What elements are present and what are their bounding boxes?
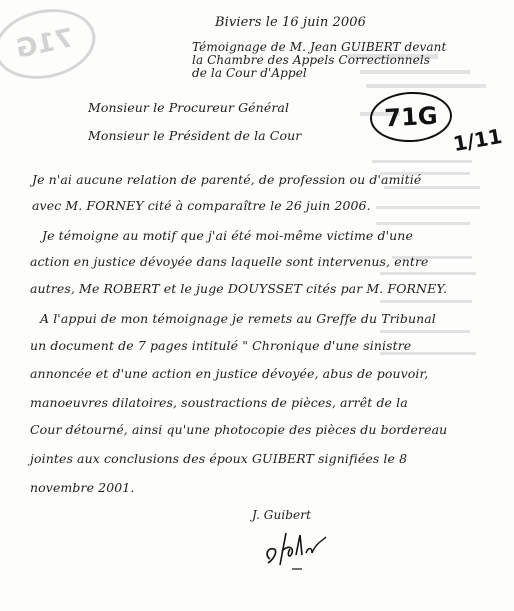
subject-line-3: de la Cour d'Appel [192, 66, 307, 80]
body-line: action en justice dévoyée dans laquelle sont intervenus, entre [30, 254, 429, 269]
body-line: avec M. FORNEY cité à comparaître le 26 juin 2006. [32, 198, 371, 213]
body-line: novembre 2001. [30, 480, 135, 495]
folio-number: 1/11 [451, 123, 504, 157]
body-line: autres, Me ROBERT et le juge DOUYSSET cités par M. FORNEY. [30, 281, 448, 296]
body-line: annoncée et d'une action en justice dévoyée, abus de pouvoir, [30, 366, 429, 381]
body-line: un document de 7 pages intitulé " Chronique d'une sinistre [30, 338, 412, 353]
body-line: A l'appui de mon témoignage je remets au Greffe du Tribunal [40, 311, 436, 326]
body-line: Cour détourné, ainsi qu'une photocopie des pièces du bordereau [30, 422, 448, 437]
body-line: Je témoigne au motif que j'ai été moi-même victime d'une [42, 228, 413, 243]
bleed-through-stamp-code: 71G [13, 23, 77, 65]
subject-line-2: la Chambre des Appels Correctionnels [192, 53, 431, 67]
addressee-procureur: Monsieur le Procureur Général [88, 100, 290, 115]
subject-line-1: Témoignage de M. Jean GUIBERT devant [192, 40, 447, 54]
place-and-date: Biviers le 16 juin 2006 [215, 15, 367, 30]
body-line: Je n'ai aucune relation de parenté, de profession ou d'amitié [32, 172, 422, 187]
addressee-president: Monsieur le Président de la Cour [88, 128, 302, 143]
stamp-code: 71G [383, 101, 439, 133]
body-line: jointes aux conclusions des époux GUIBERT signifiées le 8 [30, 451, 408, 466]
handwritten-signature [262, 525, 332, 575]
signatory-name: J. Guibert [252, 508, 312, 522]
body-line: manoeuvres dilatoires, soustractions de pièces, arrêt de la [30, 395, 408, 410]
